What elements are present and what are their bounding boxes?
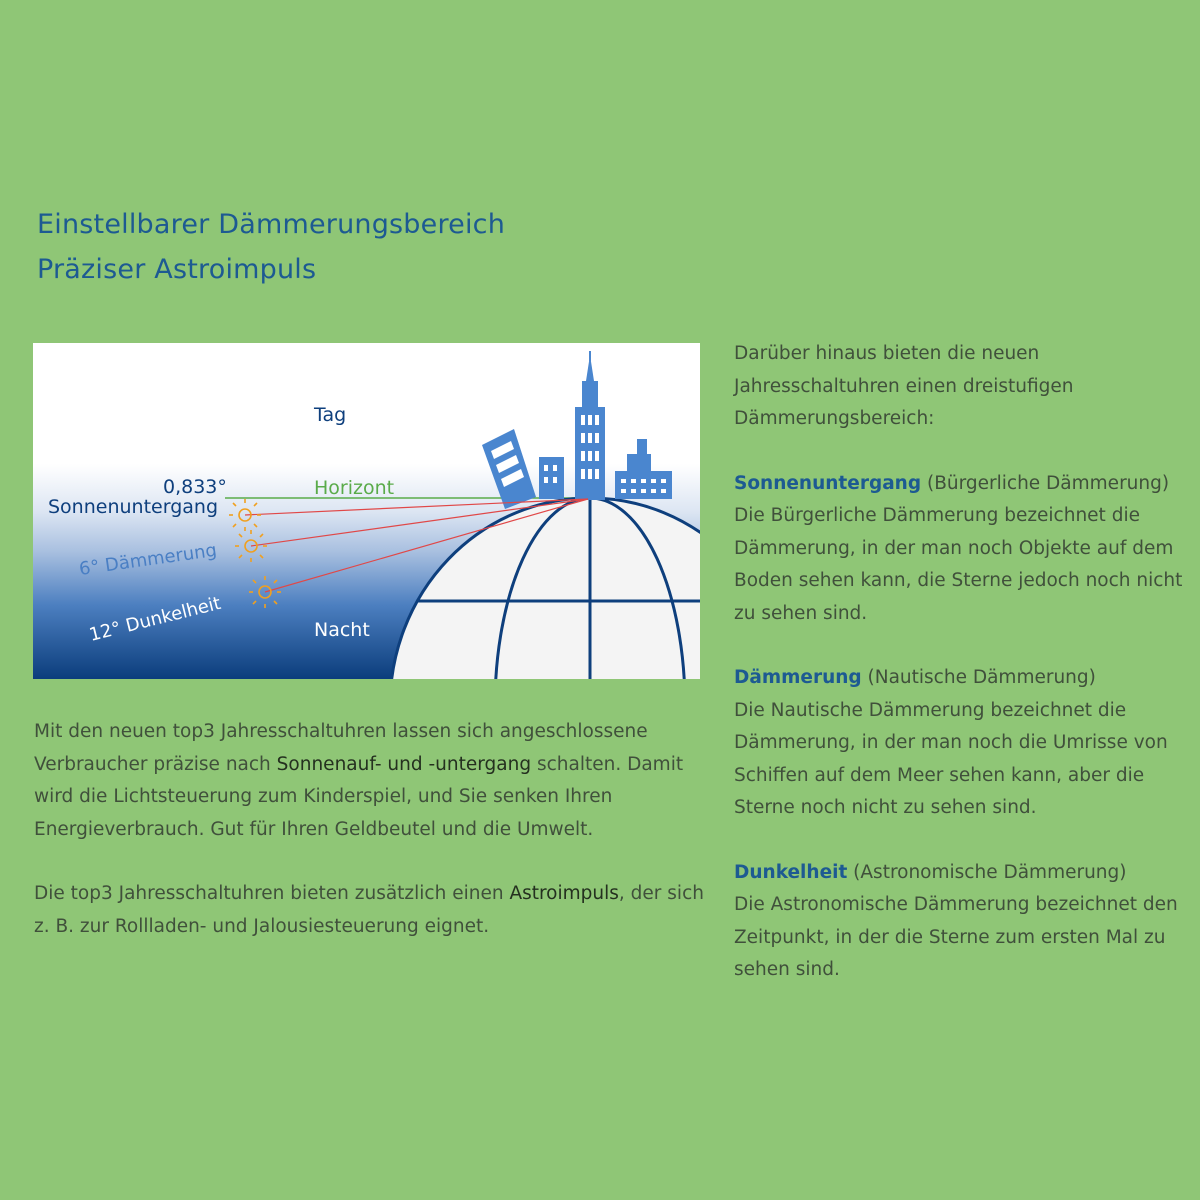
- twilight-diagram: [33, 343, 700, 679]
- term-sonnenuntergang: Sonnenuntergang: [734, 472, 922, 494]
- headline: [37, 202, 505, 292]
- item-dunkelheit: Dunkelheit (Astronomische Dämmerung) Die Astronomische Dämmerung bezeichnet den Zeitpunkt, in der die Sterne zum ersten Mal zu sehen sind.: [734, 861, 1178, 980]
- label-horizont: Horizont: [314, 477, 395, 499]
- right-description: [734, 338, 1194, 1019]
- highlight-astroimpuls: Astroimpuls: [509, 883, 619, 904]
- item-daemmerung: Dämmerung (Nautische Dämmerung) Die Nautische Dämmerung bezeichnet die Dämmerung, in der man noch die Umrisse von Schiffen auf dem Meer sehen kann, aber die Sterne noch nicht zu sehen sind.: [734, 667, 1168, 818]
- left-description: [34, 716, 704, 975]
- term-dunkelheit: Dunkelheit: [734, 861, 848, 883]
- headline-line-1: Einstellbarer Dämmerungsbereich: [37, 209, 506, 240]
- headline-line-2: Präziser Astroimpuls: [37, 254, 317, 285]
- label-daemmerung: 6° Dämmerung: [77, 539, 219, 580]
- label-tag: Tag: [314, 404, 347, 426]
- paragraph-astroimpuls: Die top3 Jahresschaltuhren bieten zusätzlich einen Astroimpuls, der sich z. B. zur Rollladen- und Jalousiesteuerung eignet.: [34, 883, 704, 937]
- label-dunkelheit: 12° Dunkelheit: [87, 592, 223, 646]
- highlight-sunrise: Sonnenauf- und -untergang: [276, 753, 532, 775]
- label-nacht: Nacht: [314, 619, 370, 641]
- paragraph-sunrise: Mit den neuen top3 Jahresschaltuhren lassen sich angeschlossene Verbraucher präzise nach Sonnenauf- und -untergang schalten. Damit wird die Lichtsteuerung zum Kinderspiel, und Sie senken Ihren Energieverbrauch. Gut für Ihren Geldbeutel und die Umwelt.: [34, 721, 684, 840]
- item-sonnenuntergang: Sonnenuntergang (Bürgerliche Dämmerung) Die Bürgerliche Dämmerung bezeichnet die Dämmerung, in der man noch Objekte auf dem Boden sehen kann, die Sterne jedoch noch nicht zu sehen sind.: [734, 472, 1183, 624]
- label-angle: 0,833°: [163, 476, 227, 498]
- intro-paragraph: Darüber hinaus bieten die neuen Jahresschaltuhren einen dreistufigen Dämmerungsbereich:: [734, 343, 1074, 429]
- term-daemmerung: Dämmerung: [734, 667, 862, 688]
- label-sonnenuntergang: Sonnenuntergang: [48, 496, 219, 518]
